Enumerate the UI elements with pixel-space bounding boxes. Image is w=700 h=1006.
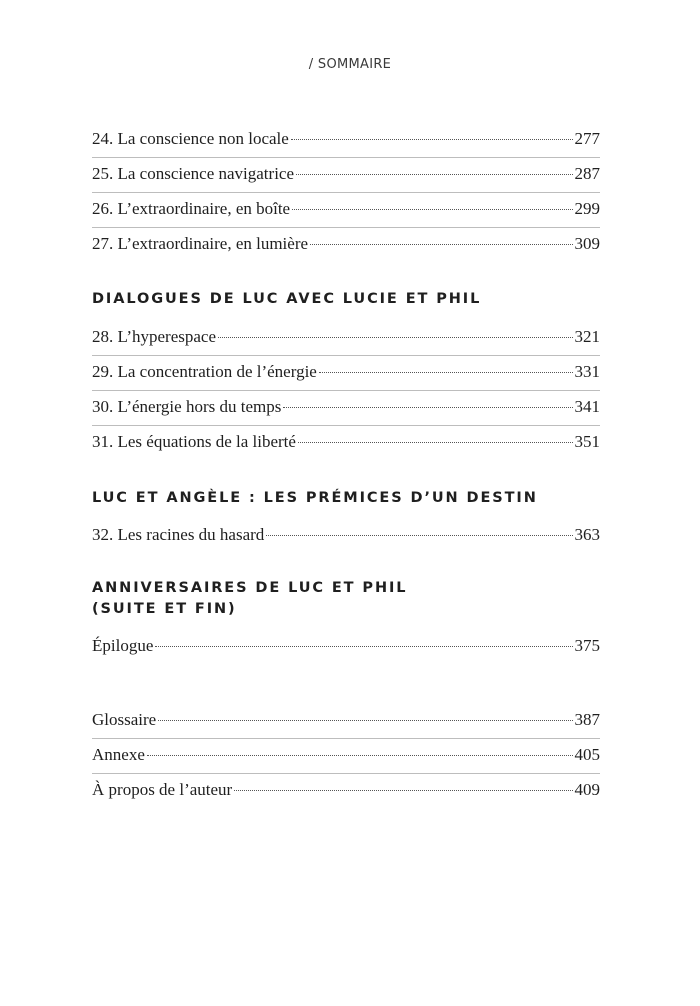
section-heading: ANNIVERSAIRES DE LUC ET PHIL xyxy=(92,580,408,596)
toc-entry[interactable] xyxy=(92,431,600,453)
toc-entry[interactable] xyxy=(92,128,600,150)
row-divider xyxy=(92,773,600,774)
row-divider xyxy=(92,738,600,739)
running-head: / SOMMAIRE xyxy=(308,57,392,72)
toc-entry-label: 31. Les équations de la liberté xyxy=(92,432,296,451)
toc-entry-label: Glossaire xyxy=(92,710,157,729)
toc-entry-label: À propos de l’auteur xyxy=(92,780,233,799)
toc-entry[interactable] xyxy=(92,524,600,546)
toc-entry[interactable] xyxy=(92,198,600,220)
dot-leader xyxy=(283,407,572,408)
toc-entry-label: 25. La conscience navigatrice xyxy=(92,164,295,183)
toc-entry-page: 321 xyxy=(574,327,600,346)
toc-entry[interactable] xyxy=(92,779,600,801)
toc-entry-page: 331 xyxy=(574,362,600,381)
toc-entry-page: 341 xyxy=(574,397,600,416)
toc-entry-label: 29. La concentration de l’énergie xyxy=(92,362,317,381)
toc-entry-label: 32. Les racines du hasard xyxy=(92,525,265,544)
dot-leader xyxy=(234,790,572,791)
toc-entry-page: 277 xyxy=(574,129,600,148)
dot-leader xyxy=(298,442,573,443)
row-divider xyxy=(92,425,600,426)
section-heading: LUC ET ANGÈLE : LES PRÉMICES D’UN DESTIN xyxy=(92,490,538,506)
toc-entry-page: 309 xyxy=(574,234,600,253)
section-heading: DIALOGUES DE LUC AVEC LUCIE ET PHIL xyxy=(92,291,482,307)
toc-entry[interactable] xyxy=(92,744,600,766)
toc-entry[interactable] xyxy=(92,361,600,383)
toc-entry-page: 363 xyxy=(574,525,600,544)
toc-entry-page: 287 xyxy=(574,164,600,183)
dot-leader xyxy=(147,755,573,756)
toc-entry[interactable] xyxy=(92,326,600,348)
toc-entry-label: 27. L’extraordinaire, en lumière xyxy=(92,234,309,253)
toc-entry[interactable] xyxy=(92,233,600,255)
toc-entry-label: Annexe xyxy=(92,745,145,764)
dot-leader xyxy=(296,174,572,175)
toc-entry-page: 409 xyxy=(574,780,600,799)
toc-entry-page: 387 xyxy=(574,710,600,729)
toc-entry-label: Épilogue xyxy=(92,636,154,655)
dot-leader xyxy=(310,244,572,245)
dot-leader xyxy=(319,372,573,373)
dot-leader xyxy=(291,139,573,140)
toc-entry-page: 405 xyxy=(574,745,600,764)
toc-entry-label: 26. L’extraordinaire, en boîte xyxy=(92,199,291,218)
toc-entry-page: 351 xyxy=(574,432,600,451)
toc-entry-page: 375 xyxy=(574,636,600,655)
section-heading-continuation: (SUITE ET FIN) xyxy=(92,601,237,617)
row-divider xyxy=(92,390,600,391)
row-divider xyxy=(92,355,600,356)
toc-entry-label: 28. L’hyperespace xyxy=(92,327,216,346)
dot-leader xyxy=(266,535,572,536)
row-divider xyxy=(92,227,600,228)
toc-entry[interactable] xyxy=(92,396,600,418)
toc-entry-label: 30. L’énergie hors du temps xyxy=(92,397,282,416)
toc-entry[interactable] xyxy=(92,163,600,185)
toc-entry-label: 24. La conscience non locale xyxy=(92,129,289,148)
row-divider xyxy=(92,192,600,193)
dot-leader xyxy=(292,209,572,210)
toc-entry-page: 299 xyxy=(574,199,600,218)
toc-entry[interactable] xyxy=(92,709,600,731)
dot-leader xyxy=(155,646,572,647)
toc-entry[interactable] xyxy=(92,635,600,657)
dot-leader xyxy=(218,337,573,338)
dot-leader xyxy=(158,720,572,721)
row-divider xyxy=(92,157,600,158)
